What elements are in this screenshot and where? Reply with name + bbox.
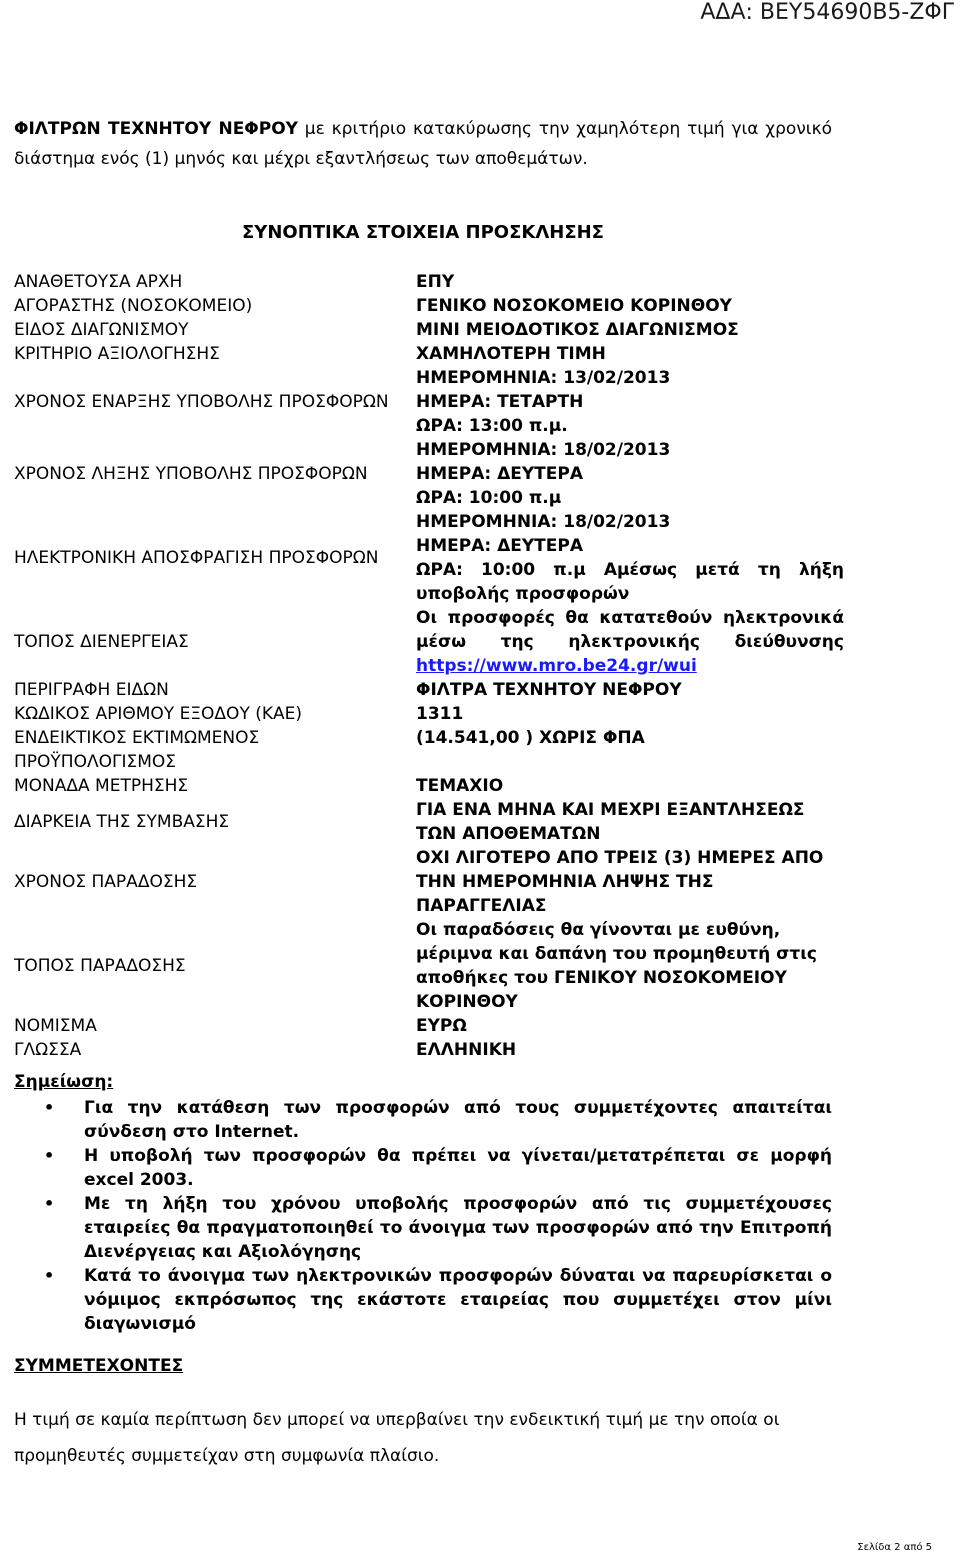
detail-label: ΑΓΟΡΑΣΤΗΣ (ΝΟΣΟΚΟΜΕΙΟ) <box>14 296 253 316</box>
detail-label: ΕΙΔΟΣ ΔΙΑΓΩΝΙΣΜΟΥ <box>14 320 189 340</box>
detail-value <box>416 510 844 606</box>
detail-row <box>14 918 844 1014</box>
participants-title: ΣΥΜΜΕΤΕΧΟΝΤΕΣ <box>14 1356 184 1376</box>
detail-value <box>416 918 844 1014</box>
detail-value-text: ΧΑΜΗΛΟΤΕΡΗ ΤΙΜΗ <box>416 344 606 364</box>
detail-value <box>416 774 844 798</box>
detail-value <box>416 438 844 510</box>
section-title: ΣΥΝΟΠΤΙΚΑ ΣΤΟΙΧΕΙΑ ΠΡΟΣΚΛΗΣΗΣ <box>242 222 604 243</box>
note-title: Σημείωση: <box>14 1072 114 1092</box>
detail-value-text: ΓΙΑ ΕΝΑ ΜΗΝΑ ΚΑΙ ΜΕΧΡΙ ΕΞΑΝΤΛΗΣΕΩΣ ΤΩΝ ΑΠΟΘΕΜΑΤΩΝ <box>416 800 805 844</box>
detail-value-text: (14.541,00 ) ΧΩΡΙΣ ΦΠΑ <box>416 728 645 748</box>
participants-text: Η τιμή σε καμία περίπτωση δεν μπορεί να υπερβαίνει την ενδεικτική τιμή με την οποία οι προμηθευτές συμμετείχαν στη συμφωνία πλαίσιο. <box>14 1410 780 1466</box>
intro-paragraph <box>14 114 832 174</box>
detail-row <box>14 294 844 318</box>
detail-label: ΑΝΑΘΕΤΟΥΣΑ ΑΡΧΗ <box>14 272 183 292</box>
detail-row <box>14 1014 844 1038</box>
detail-label: ΜΟΝΑΔΑ ΜΕΤΡΗΣΗΣ <box>14 776 189 796</box>
detail-value <box>416 678 844 702</box>
detail-value <box>416 726 844 774</box>
detail-row <box>14 702 844 726</box>
detail-value <box>416 702 844 726</box>
detail-row <box>14 270 844 294</box>
detail-label: ΠΕΡΙΓΡΑΦΗ ΕΙΔΩΝ <box>14 680 169 700</box>
detail-value <box>416 294 844 318</box>
details-table <box>14 270 844 1062</box>
detail-label: ΤΟΠΟΣ ΔΙΕΝΕΡΓΕΙΑΣ <box>14 632 189 652</box>
bullet-icon: • <box>44 1266 55 1285</box>
detail-label: ΤΟΠΟΣ ΠΑΡΑΔΟΣΗΣ <box>14 956 186 976</box>
detail-value-text: ΤΕΜΑΧΙΟ <box>416 776 504 796</box>
detail-value <box>416 366 844 438</box>
detail-row <box>14 678 844 702</box>
detail-label: ΝΟΜΙΣΜΑ <box>14 1016 97 1036</box>
detail-value-text: 1311 <box>416 704 464 724</box>
detail-row <box>14 438 844 510</box>
detail-value <box>416 318 844 342</box>
note-item-text: Η υποβολή των προσφορών θα πρέπει να γίνεται/μετατρέπεται σε μορφή excel 2003. <box>84 1146 832 1190</box>
note-list <box>44 1096 832 1336</box>
submission-link[interactable]: https://www.mro.be24.gr/wui <box>416 656 697 676</box>
note-item-text: Με τη λήξη του χρόνου υποβολής προσφορών από τις συμμετέχουσες εταιρείες θα πραγματοποιηθεί το άνοιγμα των προσφορών από την Επιτροπή Διενέργειας και Αξιολόγησης <box>84 1194 832 1262</box>
detail-value-text: ΕΛΛΗΝΙΚΗ <box>416 1040 517 1060</box>
bullet-icon: • <box>44 1098 55 1117</box>
intro-subject: ΦΙΛΤΡΩΝ ΤΕΧΝΗΤΟΥ ΝΕΦΡΟΥ <box>14 119 298 139</box>
detail-value-text: ΕΠΥ <box>416 272 455 292</box>
detail-value-text: ΗΜΕΡΟΜΗΝΙΑ: 18/02/2013 ΗΜΕΡΑ: ΔΕΥΤΕΡΑ ΩΡΑ: 10:00 π.μ Αμέσως μετά τη λήξη υποβολής προσφορών <box>416 512 844 604</box>
detail-value-text: Οι προσφορές θα κατατεθούν ηλεκτρονικά μέσω της ηλεκτρονικής διεύθυνσης <box>416 608 844 652</box>
detail-label: ΧΡΟΝΟΣ ΛΗΞΗΣ ΥΠΟΒΟΛΗΣ ΠΡΟΣΦΟΡΩΝ <box>14 464 368 484</box>
detail-label: ΚΡΙΤΗΡΙΟ ΑΞΙΟΛΟΓΗΣΗΣ <box>14 344 220 364</box>
detail-row <box>14 1038 844 1062</box>
detail-value <box>416 270 844 294</box>
detail-label: ΚΩΔΙΚΟΣ ΑΡΙΘΜΟΥ ΕΞΟΔΟΥ (ΚΑΕ) <box>14 704 303 724</box>
detail-value-text: ΗΜΕΡΟΜΗΝΙΑ: 13/02/2013 ΗΜΕΡΑ: ΤΕΤΑΡΤΗ ΩΡΑ: 13:00 π.μ. <box>416 368 671 436</box>
bullet-icon: • <box>44 1194 55 1213</box>
detail-row <box>14 342 844 366</box>
detail-value <box>416 1038 844 1062</box>
detail-label: ΗΛΕΚΤΡΟΝΙΚΗ ΑΠΟΣΦΡΑΓΙΣΗ ΠΡΟΣΦΟΡΩΝ <box>14 548 379 568</box>
detail-value <box>416 1014 844 1038</box>
ada-code: ΑΔΑ: ΒΕΥ54690Β5-ΖΦΓ <box>700 0 954 25</box>
detail-row <box>14 606 844 678</box>
detail-row <box>14 774 844 798</box>
detail-row <box>14 318 844 342</box>
bullet-icon: • <box>44 1146 55 1165</box>
detail-label: ΧΡΟΝΟΣ ΕΝΑΡΞΗΣ ΥΠΟΒΟΛΗΣ ΠΡΟΣΦΟΡΩΝ <box>14 392 389 412</box>
detail-label: ΧΡΟΝΟΣ ΠΑΡΑΔΟΣΗΣ <box>14 872 198 892</box>
detail-row <box>14 726 844 774</box>
detail-value-text: ΜΙΝΙ ΜΕΙΟΔΟΤΙΚΟΣ ΔΙΑΓΩΝΙΣΜΟΣ <box>416 320 739 340</box>
detail-value-text: ΓΕΝΙΚΟ ΝΟΣΟΚΟΜΕΙΟ ΚΟΡΙΝΘΟΥ <box>416 296 732 316</box>
detail-value <box>416 798 844 846</box>
detail-value-text: ΦΙΛΤΡΑ ΤΕΧΝΗΤΟΥ ΝΕΦΡΟΥ <box>416 680 682 700</box>
detail-row <box>14 798 844 846</box>
detail-value <box>416 606 844 678</box>
note-item <box>44 1264 832 1336</box>
intro-rest: με κριτήριο κατακύρωσης την χαμηλότερη τιμή για χρονικό διάστημα ενός (1) μηνός και μέχρι εξαντλήσεως των αποθεμάτων. <box>14 119 832 169</box>
detail-value-text: Οι παραδόσεις θα γίνονται με ευθύνη, μέριμνα και δαπάνη του προμηθευτή στις αποθήκες του ΓΕΝΙΚΟΥ ΝΟΣΟΚΟΜΕΙΟΥ ΚΟΡΙΝΘΟΥ <box>416 920 817 1012</box>
note-item <box>44 1192 832 1264</box>
detail-label: ΓΛΩΣΣΑ <box>14 1040 82 1060</box>
detail-value <box>416 342 844 366</box>
note-item-text: Κατά το άνοιγμα των ηλεκτρονικών προσφορών δύναται να παρευρίσκεται ο νόμιμος εκπρόσωπος της εκάστοτε εταιρείας που συμμετέχει στον μίνι διαγωνισμό <box>84 1266 832 1334</box>
detail-row <box>14 846 844 918</box>
note-item <box>44 1096 832 1144</box>
note-item-text: Για την κατάθεση των προσφορών από τους συμμετέχοντες απαιτείται σύνδεση στο Internet. <box>84 1098 832 1142</box>
detail-value-text: ΟΧΙ ΛΙΓΟΤΕΡΟ ΑΠΟ ΤΡΕΙΣ (3) ΗΜΕΡΕΣ ΑΠΟ ΤΗΝ ΗΜΕΡΟΜΗΝΙΑ ΛΗΨΗΣ ΤΗΣ ΠΑΡΑΓΓΕΛΙΑΣ <box>416 848 824 916</box>
detail-value-text: ΕΥΡΩ <box>416 1016 467 1036</box>
page-number: Σελίδα 2 από 5 <box>857 1542 932 1553</box>
detail-row <box>14 510 844 606</box>
detail-value <box>416 846 844 918</box>
note-item <box>44 1144 832 1192</box>
detail-value-text: ΗΜΕΡΟΜΗΝΙΑ: 18/02/2013 ΗΜΕΡΑ: ΔΕΥΤΕΡΑ ΩΡΑ: 10:00 π.μ <box>416 440 671 508</box>
detail-label: ΔΙΑΡΚΕΙΑ ΤΗΣ ΣΥΜΒΑΣΗΣ <box>14 812 230 832</box>
detail-label: ΕΝΔΕΙΚΤΙΚΟΣ ΕΚΤΙΜΩΜΕΝΟΣ ΠΡΟΫΠΟΛΟΓΙΣΜΟΣ <box>14 728 260 772</box>
detail-row <box>14 366 844 438</box>
